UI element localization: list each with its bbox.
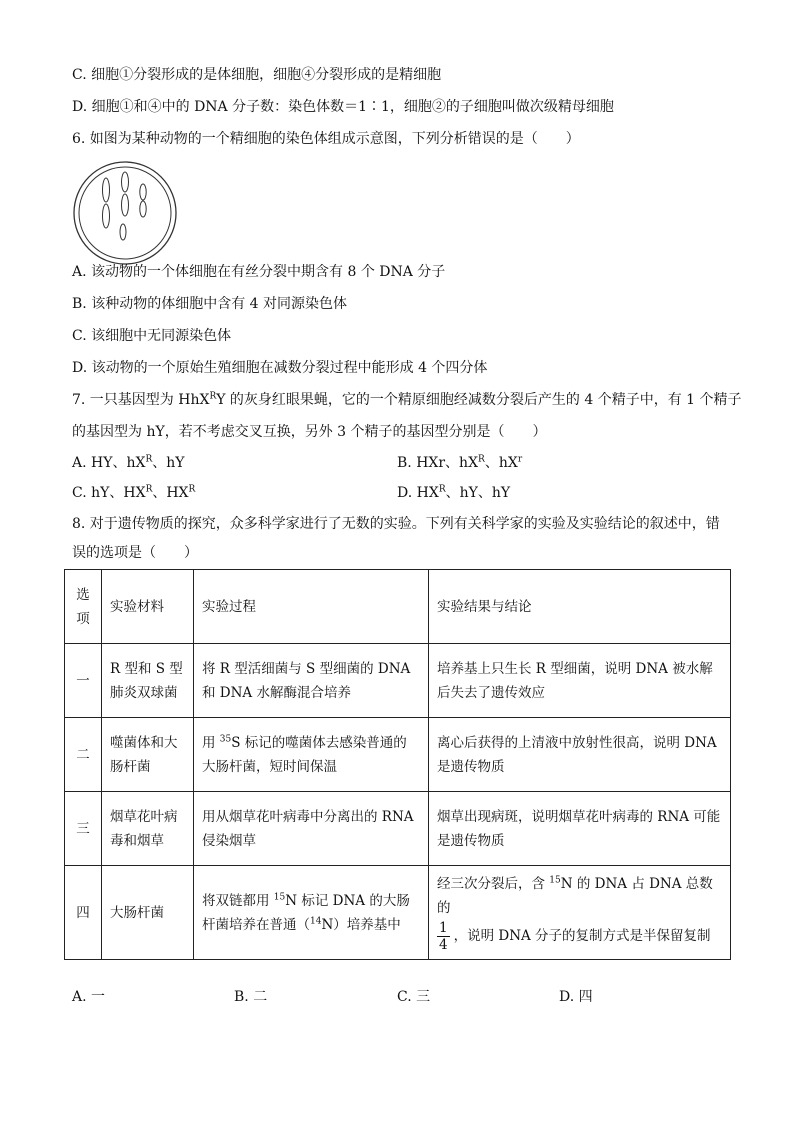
table-header-row <box>65 570 731 644</box>
q6-stem: 6. 如图为某种动物的一个精细胞的染色体组成示意图，下列分析错误的是（ ） <box>72 131 580 147</box>
q8-stem-line2: 误的选项是（ ） <box>72 545 198 561</box>
table-row <box>65 792 731 866</box>
q8-option-a: A. 一 <box>72 989 106 1005</box>
q8-option-b: B. 二 <box>234 989 268 1005</box>
q6-option-b: B. 该种动物的体细胞中含有 4 对同源染色体 <box>72 296 347 312</box>
q6-option-c: C. 该细胞中无同源染色体 <box>72 328 232 344</box>
header-material: 实验材料 <box>102 570 194 644</box>
chromosome-3 <box>140 184 146 217</box>
row-id: 三 <box>65 792 102 866</box>
cell-inner-membrane <box>79 167 171 259</box>
row-process: 将双链都用 $^{15}$N 标记 DNA 的大肠杆菌培养在普通（$^{14}$N）培养基中 <box>194 866 429 960</box>
sperm-cell-chromosome-figure <box>72 160 178 266</box>
table-row <box>65 866 731 960</box>
row-id: 一 <box>65 644 102 718</box>
row-result: 离心后获得的上清液中放射性很高，说明 DNA 是遗传物质 <box>429 718 731 792</box>
cell-outer-membrane <box>74 162 176 264</box>
header-process: 实验过程 <box>194 570 429 644</box>
row-material: 烟草花叶病毒和烟草 <box>102 792 194 866</box>
q8-answer-options <box>72 986 672 1006</box>
row-result: 烟草出现病斑，说明烟草花叶病毒的 RNA 可能是遗传物质 <box>429 792 731 866</box>
q6-option-a: A. 该动物的一个体细胞在有丝分裂中期含有 8 个 DNA 分子 <box>72 264 446 280</box>
q5-option-c: C. 细胞①分裂形成的是体细胞，细胞④分裂形成的是精细胞 <box>72 67 442 83</box>
table-row <box>65 718 731 792</box>
q7-stem-line1: 7. 一只基因型为 HhX$^R$Y 的灰身红眼果蝇，它的一个精原细胞经减数分裂后产生的 4 个精子中，有 1 个精子 <box>72 391 742 408</box>
q8-option-c: C. 三 <box>397 989 431 1005</box>
row-result: 经三次分裂后，含 $^{15}$N 的 DNA 占 DNA 总数的 $\frac{1}{4}$ ，说明 DNA 分子的复制方式是半保留复制 <box>429 866 731 960</box>
q7-option-b: B. HXr、$hX^R$、$hX^r$ <box>397 454 523 471</box>
q6-option-d: D. 该动物的一个原始生殖细胞在减数分裂过程中能形成 4 个四分体 <box>72 360 488 376</box>
experiment-table <box>64 569 731 960</box>
row-material: 大肠杆菌 <box>102 866 194 960</box>
row-material: R 型和 S 型肺炎双球菌 <box>102 644 194 718</box>
q7-stem-line2: 的基因型为 hY，若不考虑交叉互换，另外 3 个精子的基因型分别是（ ） <box>72 424 547 440</box>
row-result: 培养基上只生长 R 型细菌，说明 DNA 被水解后失去了遗传效应 <box>429 644 731 718</box>
q7-option-c: C. hY、$HX^R$、$HX^R$ <box>72 484 196 501</box>
row-process: 用 $^{35}$S 标记的噬菌体去感染普通的大肠杆菌，短时间保温 <box>194 718 429 792</box>
table-row <box>65 644 731 718</box>
chromosome-1 <box>103 178 110 228</box>
q8-option-d: D. 四 <box>559 989 593 1005</box>
row-process: 将 R 型活细菌与 S 型细菌的 DNA 和 DNA 水解酶混合培养 <box>194 644 429 718</box>
q7-option-d: D. $HX^R$、hY、hY <box>397 484 511 501</box>
row-material: 噬菌体和大肠杆菌 <box>102 718 194 792</box>
row-process: 用从烟草花叶病毒中分离出的 RNA 侵染烟草 <box>194 792 429 866</box>
chromosome-4 <box>120 224 126 240</box>
q7-option-a: A. HY、$hX^R$、hY <box>72 454 185 471</box>
header-option: 选项 <box>65 570 102 644</box>
row-id: 四 <box>65 866 102 960</box>
chromosome-2 <box>122 172 129 216</box>
q5-option-d: D. 细胞①和④中的 DNA 分子数：染色体数＝1∶1，细胞②的子细胞叫做次级精母细胞 <box>72 99 614 115</box>
fraction-one-quarter: $\frac{1}{4}$ <box>439 920 448 953</box>
q8-stem-line1: 8. 对于遗传物质的探究，众多科学家进行了无数的实验。下列有关科学家的实验及实验结论的叙述中，错 <box>72 516 720 532</box>
row-id: 二 <box>65 718 102 792</box>
header-result: 实验结果与结论 <box>429 570 731 644</box>
